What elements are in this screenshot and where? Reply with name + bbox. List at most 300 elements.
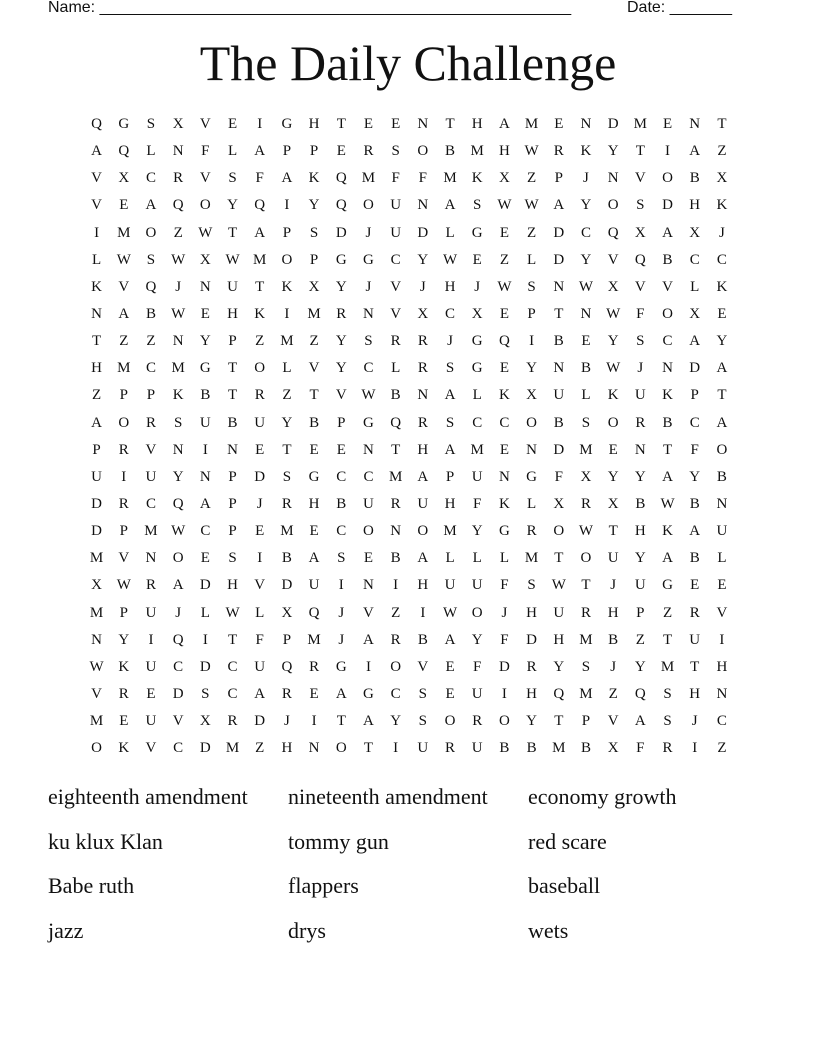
grid-letter: M (280, 523, 294, 540)
grid-letter: C (716, 713, 727, 730)
grid-letter: C (472, 414, 483, 431)
grid-letter: O (417, 523, 429, 540)
grid-letter: C (173, 740, 184, 757)
grid-letter: C (445, 306, 456, 323)
grid-letter: M (171, 360, 185, 377)
grid-letter: Y (335, 333, 347, 350)
page-title: The Daily Challenge (199, 35, 617, 91)
grid-letter: D (417, 224, 429, 241)
grid-letter: X (716, 170, 728, 187)
grid-letter: N (634, 441, 646, 458)
grid-letter: H (607, 604, 619, 621)
grid-letter: S (636, 333, 645, 350)
grid-letter: B (716, 468, 727, 485)
grid-letter: Y (417, 251, 429, 268)
grid-letter: Y (390, 713, 402, 730)
grid-letter: O (390, 658, 402, 675)
grid-letter: I (121, 468, 127, 485)
grid-letter: Q (254, 197, 266, 214)
grid-letter: J (610, 658, 617, 675)
word-list-item: wets (528, 917, 569, 943)
grid-letter: A (689, 523, 701, 540)
grid-letter: T (336, 116, 346, 133)
grid-letter: E (554, 116, 564, 133)
grid-letter: T (92, 333, 102, 350)
grid-letter: T (255, 278, 265, 295)
grid-letter: K (662, 387, 673, 404)
grid-letter: C (145, 360, 156, 377)
grid-letter: X (471, 306, 483, 323)
grid-letter: W (606, 360, 621, 377)
grid-letter: H (281, 740, 293, 757)
grid-letter: J (610, 577, 617, 594)
grid-letter: P (228, 468, 237, 485)
grid-letter: T (717, 387, 727, 404)
grid-letter: G (471, 360, 483, 377)
grid-letter: Z (173, 224, 183, 241)
grid-letter: U (471, 468, 483, 485)
grid-letter: M (117, 360, 131, 377)
grid-letter: F (201, 143, 210, 160)
grid-letter: R (173, 170, 184, 187)
grid-letter: J (637, 360, 644, 377)
grid-letter: U (254, 414, 266, 431)
grid-letter: V (390, 278, 402, 295)
grid-letter: B (499, 740, 510, 757)
grid-letter: L (527, 496, 537, 513)
grid-letter: R (390, 631, 401, 648)
grid-letter: A (444, 631, 456, 648)
grid-letter: L (282, 360, 292, 377)
grid-letter: M (225, 740, 240, 757)
grid-letter: P (228, 496, 237, 513)
grid-letter: U (471, 577, 483, 594)
grid-letter: Z (527, 170, 537, 187)
grid-letter: O (580, 550, 592, 567)
grid-letter: Z (717, 740, 727, 757)
grid-letter: R (635, 414, 646, 431)
grid-letter: B (580, 360, 591, 377)
grid-letter: T (282, 441, 292, 458)
grid-letter: Q (553, 686, 565, 703)
grid-letter: F (473, 658, 482, 675)
grid-letter: X (607, 496, 619, 513)
grid-letter: M (660, 658, 675, 675)
grid-letter: R (472, 713, 483, 730)
grid-letter: T (391, 441, 401, 458)
grid-letter: Y (526, 713, 538, 730)
grid-letter: L (92, 251, 102, 268)
grid-letter: A (716, 360, 728, 377)
grid-letter: L (472, 387, 482, 404)
word-list-item: economy growth (528, 784, 677, 809)
grid-letter: L (391, 360, 401, 377)
grid-letter: V (634, 278, 646, 295)
grid-letter: Y (471, 523, 483, 540)
grid-letter: O (118, 414, 130, 431)
grid-letter: Q (634, 251, 646, 268)
grid-letter: E (363, 116, 374, 133)
grid-letter: I (501, 686, 507, 703)
grid-letter: J (691, 713, 698, 730)
grid-letter: N (145, 550, 157, 567)
grid-letter: Q (335, 170, 347, 187)
word-list-item: eighteenth amendment (48, 784, 248, 809)
grid-letter: S (337, 550, 346, 567)
grid-letter: V (417, 658, 429, 675)
grid-letter: O (91, 740, 103, 757)
grid-letter: J (175, 604, 182, 621)
grid-letter: R (281, 686, 292, 703)
grid-letter: Y (199, 333, 211, 350)
grid-letter: C (336, 523, 347, 540)
grid-letter: B (608, 631, 619, 648)
grid-letter: G (363, 686, 374, 703)
grid-letter: P (282, 143, 292, 160)
grid-letter: X (199, 713, 211, 730)
grid-letter: Y (607, 468, 619, 485)
grid-letter: Y (607, 143, 619, 160)
grid-letter: N (553, 278, 565, 295)
grid-letter: M (117, 224, 131, 241)
grid-letter: I (665, 143, 671, 160)
grid-letter: R (580, 496, 591, 513)
grid-letter: U (390, 224, 402, 241)
grid-letter: K (716, 278, 728, 295)
grid-letter: E (581, 333, 591, 350)
grid-letter: O (553, 523, 565, 540)
grid-letter: V (91, 197, 103, 214)
grid-letter: X (689, 306, 701, 323)
grid-letter: R (580, 604, 591, 621)
grid-letter: V (145, 740, 157, 757)
grid-letter: W (361, 387, 376, 404)
grid-letter: U (553, 387, 565, 404)
grid-letter: B (662, 414, 673, 431)
grid-letter: V (363, 604, 374, 621)
grid-letter: M (89, 550, 104, 567)
grid-letter: O (471, 604, 483, 621)
grid-letter: N (363, 441, 374, 458)
grid-letter: A (363, 631, 374, 648)
grid-letter: M (470, 441, 484, 458)
grid-letter: A (689, 143, 701, 160)
grid-letter: O (526, 414, 538, 431)
grid-letter: A (118, 306, 130, 323)
grid-letter: U (254, 658, 266, 675)
grid-letter: K (308, 170, 320, 187)
grid-letter: G (308, 468, 320, 485)
grid-letter: M (144, 523, 158, 540)
grid-letter: C (580, 224, 591, 241)
grid-letter: P (309, 143, 319, 160)
grid-letter: E (200, 550, 210, 567)
grid-letter: E (255, 523, 265, 540)
grid-letter: D (172, 686, 184, 703)
grid-letter: S (527, 577, 536, 594)
grid-letter: Y (335, 360, 347, 377)
grid-letter: D (553, 224, 565, 241)
grid-letter: N (199, 468, 211, 485)
grid-letter: W (578, 278, 594, 295)
grid-letter: K (498, 496, 510, 513)
grid-letter: S (364, 333, 373, 350)
grid-letter: V (199, 170, 211, 187)
grid-letter: E (119, 197, 129, 214)
grid-letter: Q (390, 414, 402, 431)
grid-letter: J (256, 496, 263, 513)
grid-letter: R (417, 414, 428, 431)
grid-letter: T (662, 631, 673, 648)
grid-letter: I (202, 441, 208, 458)
grid-letter: T (608, 523, 618, 540)
grid-letter: H (444, 496, 456, 513)
grid-letter: B (445, 143, 456, 160)
grid-letter: C (499, 414, 510, 431)
grid-letter: K (281, 278, 293, 295)
grid-letter: P (282, 631, 292, 648)
grid-letter: H (498, 143, 510, 160)
grid-letter: I (284, 197, 290, 214)
grid-letter: X (281, 604, 293, 621)
grid-letter: E (690, 577, 700, 594)
grid-letter: W (497, 197, 512, 214)
grid-letter: G (335, 251, 347, 268)
grid-letter: R (118, 686, 129, 703)
grid-letter: C (390, 251, 401, 268)
date-field-line: Date: _______ (627, 0, 732, 16)
grid-letter: H (91, 360, 103, 377)
grid-letter: V (662, 278, 673, 295)
grid-letter: H (227, 306, 238, 323)
grid-letter: C (363, 360, 374, 377)
grid-letter: T (227, 387, 238, 404)
grid-letter: Y (553, 658, 565, 675)
grid-letter: M (470, 143, 484, 160)
grid-letter: R (526, 658, 537, 675)
grid-letter: P (119, 387, 128, 404)
grid-letter: Q (498, 333, 510, 350)
grid-letter: U (553, 604, 565, 621)
grid-letter: U (145, 658, 157, 675)
grid-letter: A (145, 197, 157, 214)
grid-letter: V (607, 713, 619, 730)
grid-letter: S (445, 414, 455, 431)
grid-letter: U (607, 550, 619, 567)
grid-letter: R (145, 414, 156, 431)
grid-letter: U (227, 278, 238, 295)
grid-letter: Y (471, 631, 483, 648)
grid-letter: D (199, 740, 211, 757)
grid-letter: R (689, 604, 700, 621)
grid-letter: P (146, 387, 156, 404)
grid-letter: U (145, 604, 157, 621)
grid-letter: C (173, 658, 184, 675)
grid-letter: T (336, 713, 346, 730)
grid-letter: Y (118, 631, 130, 648)
grid-letter: B (689, 550, 700, 567)
grid-letter: P (282, 224, 292, 241)
word-list-item: ku klux Klan (48, 828, 163, 854)
grid-letter: M (307, 631, 321, 648)
grid-letter: G (526, 468, 538, 485)
grid-letter: V (634, 170, 646, 187)
grid-letter: J (365, 278, 372, 295)
grid-letter: Z (255, 740, 265, 757)
grid-letter: I (393, 577, 399, 594)
grid-letter: Q (634, 686, 646, 703)
grid-letter: T (662, 441, 673, 458)
grid-letter: U (689, 631, 701, 648)
grid-letter: T (309, 387, 319, 404)
grid-letter: T (227, 360, 238, 377)
grid-letter: W (497, 278, 512, 295)
grid-letter: W (225, 251, 240, 268)
grid-letter: B (635, 496, 646, 513)
grid-letter: V (390, 306, 402, 323)
grid-letter: E (662, 116, 673, 133)
grid-letter: Y (634, 550, 646, 567)
grid-letter: C (689, 251, 700, 268)
grid-letter: P (445, 468, 455, 485)
grid-letter: V (172, 713, 184, 730)
grid-letter: S (445, 360, 455, 377)
grid-letter: D (91, 523, 103, 540)
grid-letter: M (579, 686, 593, 703)
word-list-item: Babe ruth (48, 873, 135, 898)
grid-letter: E (499, 224, 509, 241)
grid-letter: M (388, 468, 403, 485)
grid-letter: V (335, 387, 347, 404)
grid-letter: P (554, 170, 563, 187)
grid-letter: O (662, 170, 673, 187)
grid-letter: A (91, 414, 103, 431)
grid-letter: U (308, 577, 320, 594)
grid-letter: O (607, 197, 619, 214)
grid-letter: J (419, 278, 426, 295)
grid-letter: F (255, 170, 264, 187)
grid-letter: O (716, 441, 728, 458)
grid-letter: B (689, 496, 700, 513)
grid-letter: S (228, 550, 237, 567)
grid-letter: P (527, 306, 536, 323)
grid-letter: E (445, 658, 455, 675)
grid-letter: A (417, 550, 429, 567)
grid-letter: R (363, 143, 374, 160)
grid-letter: Y (335, 278, 347, 295)
grid-letter: I (529, 333, 535, 350)
grid-letter: G (363, 251, 374, 268)
grid-letter: Q (91, 116, 103, 133)
grid-letter: K (716, 197, 728, 214)
grid-letter: U (363, 496, 374, 513)
grid-letter: E (445, 686, 455, 703)
grid-letter: A (689, 333, 701, 350)
grid-letter: T (554, 713, 564, 730)
grid-letter: J (583, 170, 589, 187)
grid-letter: A (254, 686, 266, 703)
grid-letter: N (417, 387, 429, 404)
grid-letter: N (172, 333, 184, 350)
grid-letter: G (498, 523, 510, 540)
grid-letter: A (335, 686, 347, 703)
word-list-item: jazz (48, 917, 84, 943)
grid-letter: O (607, 414, 619, 431)
grid-letter: L (200, 604, 210, 621)
grid-letter: G (363, 414, 374, 431)
grid-letter: A (662, 224, 673, 241)
grid-letter: F (636, 306, 645, 323)
grid-letter: H (689, 197, 701, 214)
grid-letter: W (524, 197, 539, 214)
grid-letter: E (200, 306, 210, 323)
grid-letter: N (199, 278, 211, 295)
grid-letter: F (690, 441, 699, 458)
grid-letter: Z (717, 143, 727, 160)
grid-letter: U (390, 197, 402, 214)
grid-letter: D (662, 197, 673, 214)
grid-letter: D (199, 658, 211, 675)
grid-letter: B (553, 333, 564, 350)
grid-letter: X (498, 170, 510, 187)
grid-letter: N (580, 116, 592, 133)
grid-letter: N (526, 441, 538, 458)
grid-letter: K (471, 170, 483, 187)
grid-letter: Y (580, 251, 592, 268)
grid-letter: C (145, 170, 156, 187)
grid-letter: I (148, 631, 154, 648)
grid-letter: S (146, 251, 156, 268)
grid-letter: S (663, 713, 672, 730)
grid-letter: B (417, 631, 428, 648)
grid-letter: U (716, 523, 728, 540)
grid-letter: S (146, 116, 156, 133)
grid-letter: R (118, 441, 129, 458)
grid-letter: Y (607, 333, 619, 350)
grid-letter: T (581, 577, 591, 594)
grid-letter: J (474, 278, 481, 295)
grid-letter: I (365, 658, 371, 675)
grid-letter: U (199, 414, 211, 431)
grid-letter: T (227, 224, 238, 241)
grid-letter: H (634, 523, 646, 540)
grid-letter: H (308, 116, 320, 133)
grid-letter: E (363, 550, 374, 567)
grid-letter: M (579, 441, 593, 458)
grid-letter: N (363, 306, 374, 323)
grid-letter: L (472, 550, 482, 567)
grid-letter: W (116, 577, 131, 594)
grid-letter: B (336, 496, 347, 513)
grid-letter: D (526, 631, 538, 648)
grid-letter: P (309, 251, 319, 268)
grid-letter: C (390, 686, 401, 703)
grid-letter: Q (607, 224, 619, 241)
grid-letter: F (500, 631, 509, 648)
grid-letter: Y (526, 360, 538, 377)
grid-letter: J (447, 333, 453, 350)
grid-letter: C (227, 686, 238, 703)
grid-letter: F (391, 170, 400, 187)
grid-letter: O (363, 523, 374, 540)
grid-letter: V (716, 604, 728, 621)
grid-letter: X (607, 278, 619, 295)
grid-letter: D (335, 224, 347, 241)
grid-letter: F (636, 740, 645, 757)
grid-letter: I (311, 713, 317, 730)
grid-letter: J (283, 713, 290, 730)
grid-letter: X (91, 577, 103, 594)
